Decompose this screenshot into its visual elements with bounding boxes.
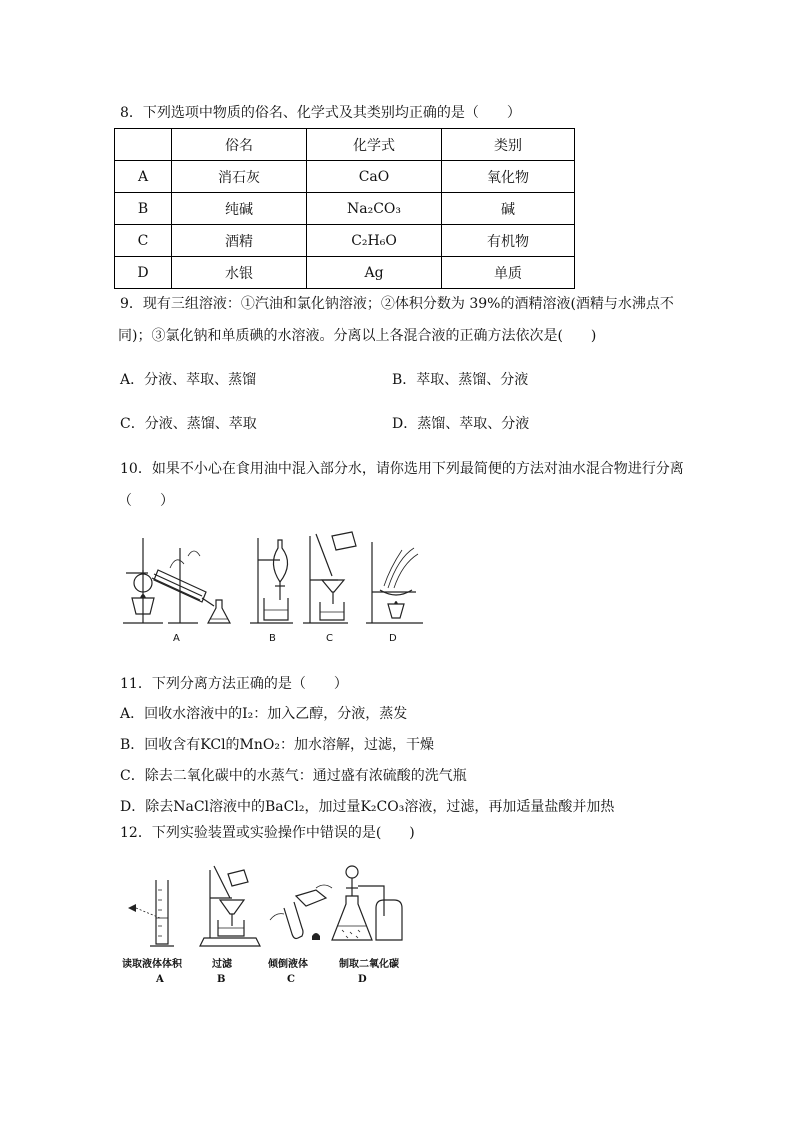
q8-stem: 8．下列选项中物质的俗名、化学式及其类别均正确的是（ ） [120,105,521,121]
separatory-funnel-icon [250,538,293,623]
q9-line2: 同)；③氯化钠和单质碘的水溶液。分离以上各混合液的正确方法依次是( ) [118,328,597,344]
table-header-cell [115,129,172,161]
table-cell-option: A [115,161,172,193]
table-cell-formula: C₂H₆O [307,225,442,257]
graduated-cylinder-icon [128,880,174,946]
q9-option-c[interactable]: C．分液、蒸馏、萃取 [120,416,257,432]
table-row [115,257,575,289]
q11-option-d[interactable]: D．除去NaCl溶液中的BaCl₂，加过量K₂CO₃溶液，过滤，再加适量盐酸并加热 [120,799,615,815]
q9-option-a[interactable]: A．分液、萃取、蒸馏 [120,372,257,388]
q9-option-b[interactable]: B．萃取、蒸馏、分液 [392,372,529,388]
q12-apparatus-figure [120,860,410,952]
table-header-cell: 类别 [442,129,575,161]
table-cell-name: 纯碱 [172,193,307,225]
q12-stem: 12．下列实验装置或实验操作中错误的是( ) [120,825,415,841]
table-row [115,161,575,193]
q10-figure-label-b: B [269,633,276,644]
q9-option-d[interactable]: D．蒸馏、萃取、分液 [392,416,530,432]
q10-figure-label-a: A [173,633,180,644]
q10-figure-label-d: D [389,633,397,644]
filter-funnel-icon [200,866,260,946]
q10-line1: 10．如果不小心在食用油中混入部分水，请你选用下列最简便的方法对油水混合物进行分离 [120,461,684,477]
q12-letter-b: B [217,974,226,985]
table-cell-category: 有机物 [442,225,575,257]
table-cell-option: D [115,257,172,289]
q12-letter-a: A [156,974,164,985]
table-header-cell: 俗名 [172,129,307,161]
q12-caption-a: 读取液体体积 [122,959,182,970]
q12-letter-c: C [287,974,295,985]
table-header-row [115,129,575,161]
table-cell-name: 酒精 [172,225,307,257]
table-cell-formula: Na₂CO₃ [307,193,442,225]
q10-apparatus-figure [118,528,438,628]
table-cell-formula: CaO [307,161,442,193]
q11-stem: 11．下列分离方法正确的是（ ） [120,676,348,692]
filtration-apparatus-icon [303,532,356,623]
q12-caption-c: 倾倒液体 [268,959,308,970]
distillation-apparatus-icon [123,538,230,623]
q12-letter-d: D [358,974,367,985]
table-cell-category: 单质 [442,257,575,289]
gas-generation-apparatus-icon [332,866,402,940]
table-row [115,193,575,225]
q10-line2: （ ） [118,493,174,509]
table-row [115,225,575,257]
table-cell-formula: Ag [307,257,442,289]
table-cell-option: C [115,225,172,257]
q11-option-a[interactable]: A．回收水溶液中的I₂：加入乙醇，分液，蒸发 [120,706,408,722]
q11-option-c[interactable]: C．除去二氧化碳中的水蒸气：通过盛有浓硫酸的洗气瓶 [120,768,467,784]
q8-table [114,128,575,289]
table-cell-category: 氧化物 [442,161,575,193]
q12-caption-b: 过滤 [212,959,232,970]
q9-line1: 9．现有三组溶液：①汽油和氯化钠溶液；②体积分数为 39%的酒精溶液(酒精与水沸点不 [120,296,674,312]
q12-caption-d: 制取二氧化碳 [339,959,399,970]
table-cell-category: 碱 [442,193,575,225]
q11-option-b[interactable]: B．回收含有KCl的MnO₂：加水溶解，过滤，干燥 [120,737,435,753]
table-cell-name: 消石灰 [172,161,307,193]
table-cell-name: 水银 [172,257,307,289]
table-cell-option: B [115,193,172,225]
evaporation-apparatus-icon [366,542,423,623]
q10-figure-label-c: C [326,633,333,644]
test-tube-pouring-icon [270,885,332,940]
table-header-cell: 化学式 [307,129,442,161]
